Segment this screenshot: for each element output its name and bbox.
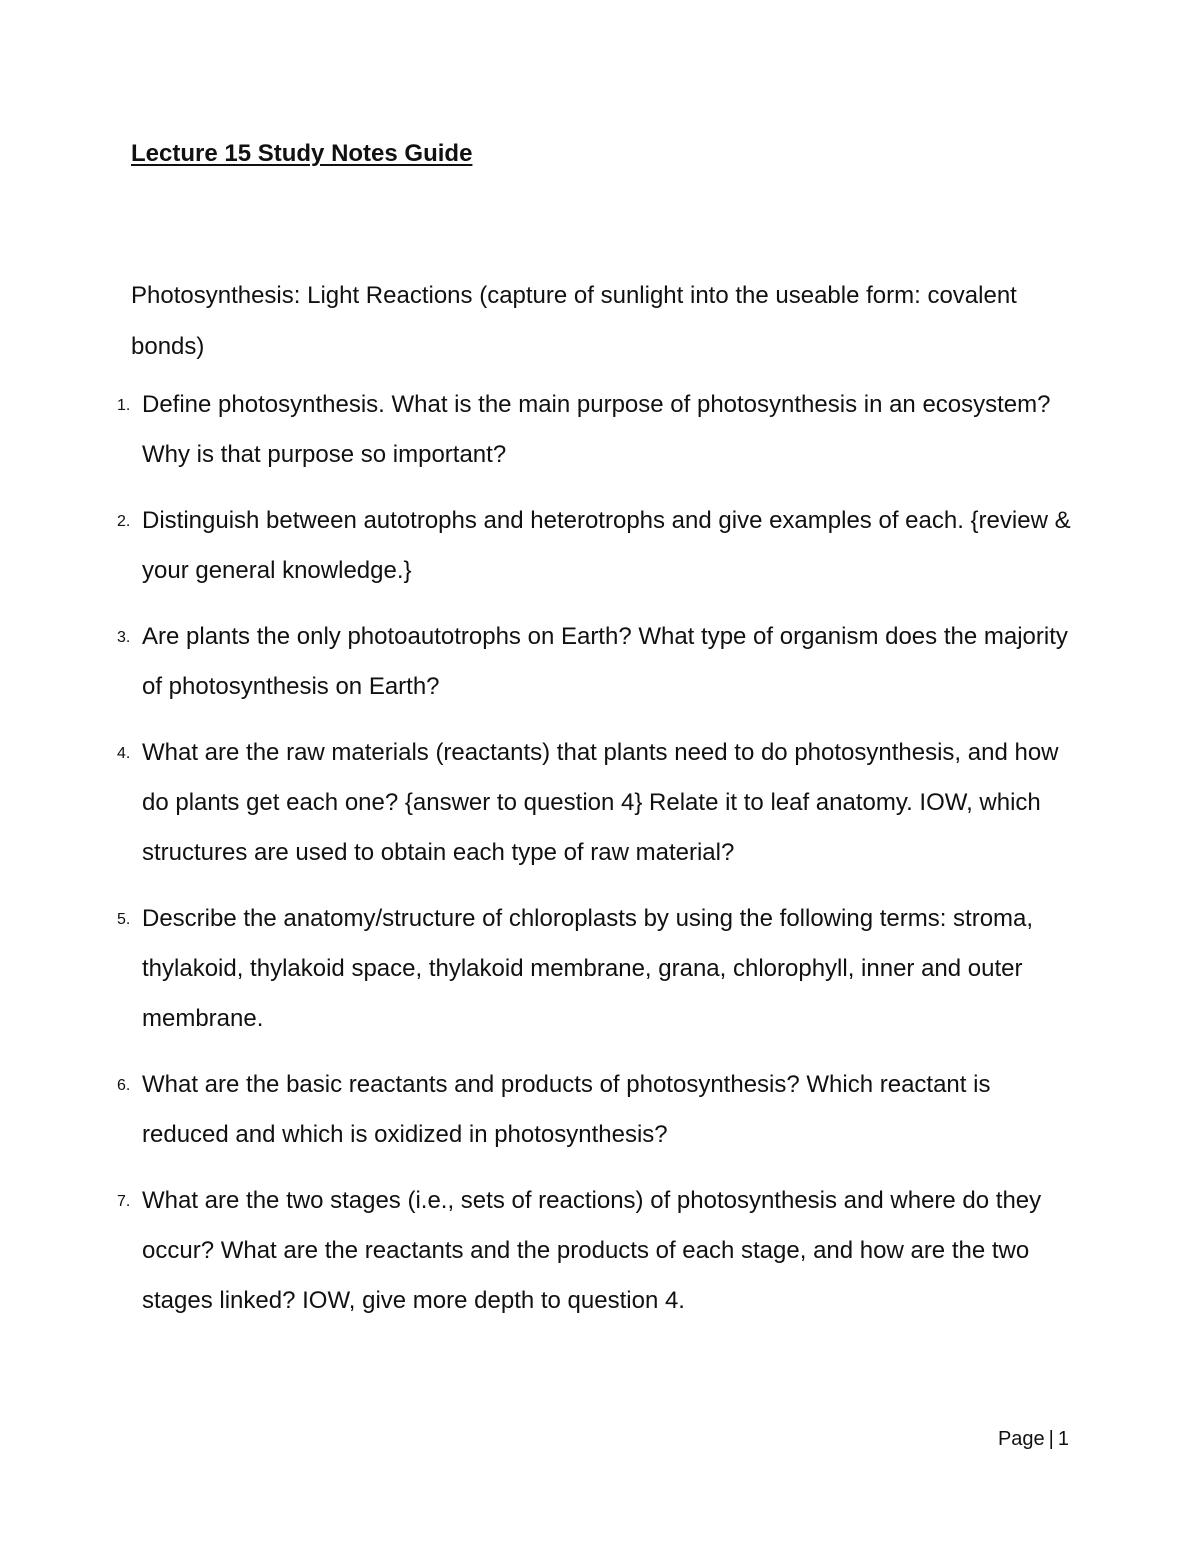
page-label: Page xyxy=(997,1428,1045,1450)
question-text: What are the basic reactants and products of photosynthesis? Which reactant is reduced and which is oxidized in photosynthesis? xyxy=(142,1071,991,1148)
question-text: Distinguish between autotrophs and heterotrophs and give examples of each. {review & your general knowledge.} xyxy=(142,507,1071,584)
question-number: 6. xyxy=(117,1077,131,1094)
question-item xyxy=(0,728,1082,878)
question-text: Are plants the only photoautotrophs on Earth? What type of organism does the majority of photosynthesis on Earth? xyxy=(142,623,1068,700)
question-item xyxy=(0,894,1082,1044)
question-item xyxy=(0,1060,1082,1160)
question-list xyxy=(0,380,1200,1342)
question-item xyxy=(0,496,1082,596)
question-number: 1. xyxy=(117,397,131,414)
document-title: Lecture 15 Study Notes Guide xyxy=(131,140,473,167)
question-number: 4. xyxy=(117,745,131,762)
question-number: 3. xyxy=(117,629,131,646)
question-item xyxy=(0,1176,1082,1326)
question-text: What are the two stages (i.e., sets of reactions) of photosynthesis and where do they occur? What are the reactants and the products of each stage, and how are the two stages linked? IOW, give more depth to question 4. xyxy=(142,1187,1042,1314)
question-number: 2. xyxy=(117,513,131,530)
question-number: 7. xyxy=(117,1193,131,1210)
page-separator: | xyxy=(1048,1428,1054,1450)
question-item xyxy=(0,380,1082,480)
page-number: 1 xyxy=(1057,1428,1069,1450)
question-item xyxy=(0,612,1082,712)
question-text: Define photosynthesis. What is the main purpose of photosynthesis in an ecosystem? Why is that purpose so important? xyxy=(142,391,1051,468)
section-heading: Photosynthesis: Light Reactions (capture of sunlight into the useable form: covalent bonds) xyxy=(131,282,1017,360)
question-text: What are the raw materials (reactants) that plants need to do photosynthesis, and how do plants get each one? {answer to question 4} Relate it to leaf anatomy. IOW, which structures are used to obtain each type of raw material? xyxy=(142,739,1059,866)
question-text: Describe the anatomy/structure of chloroplasts by using the following terms: stroma, thylakoid, thylakoid space, thylakoid membrane, grana, chlorophyll, inner and outer membrane. xyxy=(142,905,1034,1032)
page-footer xyxy=(998,1428,1069,1451)
question-number: 5. xyxy=(117,911,131,928)
